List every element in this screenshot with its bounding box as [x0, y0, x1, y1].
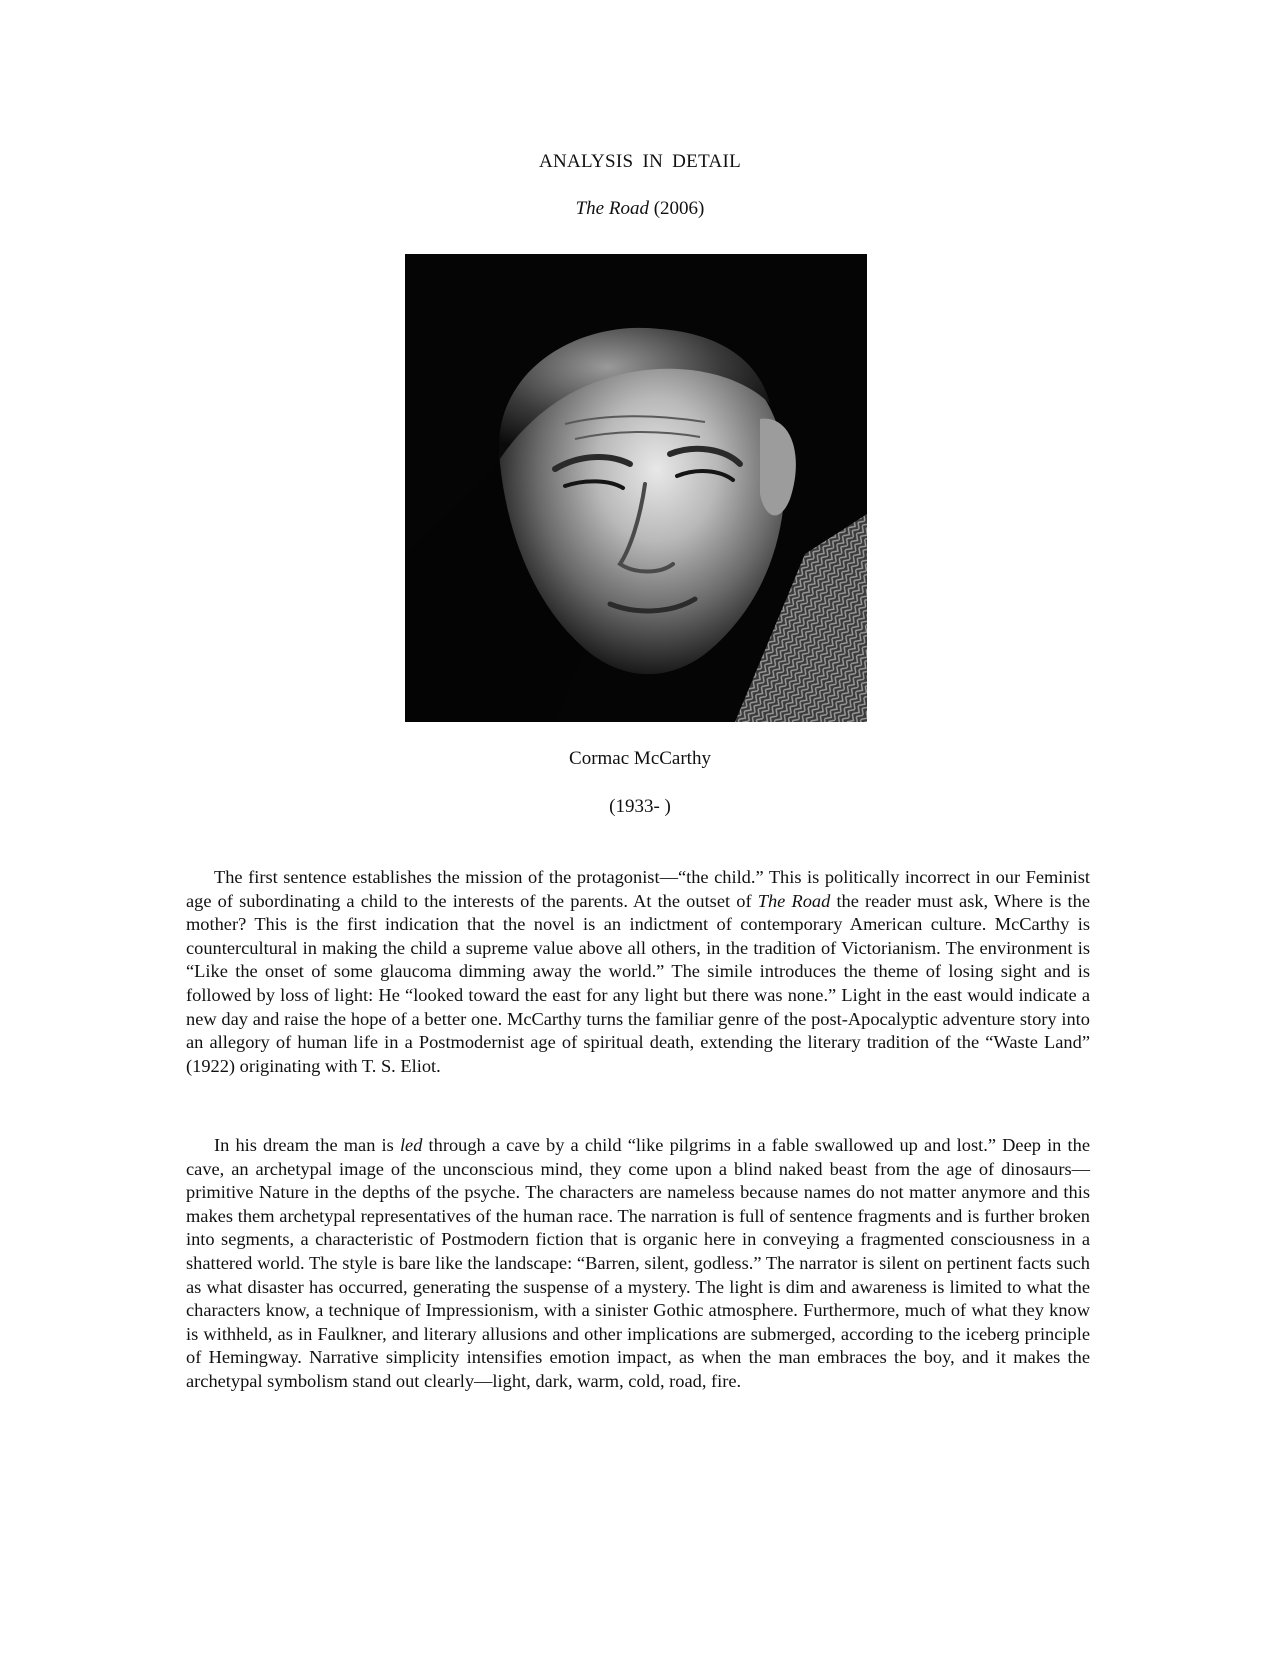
text-run: In his dream the man is [214, 1135, 400, 1155]
work-year: (2006) [648, 198, 705, 219]
document-subtitle [0, 197, 1280, 221]
text-run: the reader must ask, Where is the mother? This is the first indication that the novel is an indictment of contemporary American culture. McCarthy is countercultural in making the child a supreme value above all others, in the tradition of Victorianism. The environment is “Like the onset of some glaucoma dimming away the world.” The simile introduces the theme of losing sight and is followed by loss of light: He “looked toward the east for any light but there was none.” Light in the east would indicate a new day and raise the hope of a better one. McCarthy turns the familiar genre of the post-Apocalyptic adventure story into an allegory of human life in a Postmodernist age of spiritual death, extending the literary tradition of the “Waste Land” (1922) originating with T. S. Eliot. [186, 890, 1090, 1076]
author-portrait-photo [405, 254, 867, 722]
italic-work-title: The Road [757, 890, 831, 911]
italic-emphasis: led [399, 1135, 423, 1155]
paragraph [186, 866, 1090, 1078]
text-run: through a cave by a child “like pilgrims in a fable swallowed up and lost.” Deep in the cave, an archetypal image of the unconscious mind, they come upon a blind naked beast from the age of dinosaurs—primitive Nature in the depths of the psyche. The characters are nameless because names do not matter anymore and this makes them archetypal representatives of the human race. The narration is full of sentence fragments and is further broken into segments, a characteristic of Postmodern fiction that is organic here in conveying a fragmented consciousness in a shattered world. The style is bare like the landscape: “Barren, silent, godless.” The narrator is silent on pertinent facts such as what disaster has occurred, generating the suspense of a mystery. The light is dim and awareness is limited to what the characters know, a technique of Impressionism, with a sinister Gothic atmosphere. Furthermore, much of what they know is withheld, as in Faulkner, and literary allusions and other implications are submerged, according to the iceberg principle of Hemingway. Narrative simplicity intensifies emotion impact, as when the man embraces the boy, and it makes the archetypal symbolism stand out clearly—light, dark, warm, cold, road, fire. [186, 1135, 1090, 1391]
work-title: The Road [575, 198, 649, 219]
author-name: Cormac McCarthy [569, 748, 711, 769]
author-dates: (1933- ) [609, 796, 671, 817]
document-title: ANALYSIS IN DETAIL [538, 151, 742, 172]
paragraph [186, 1134, 1090, 1394]
text-run: The first sentence establishes the mission of the protagonist—“the child.” This is politically incorrect in our Feminist age of subordinating a child to the interests of the parents. At the outset of [186, 867, 1090, 911]
